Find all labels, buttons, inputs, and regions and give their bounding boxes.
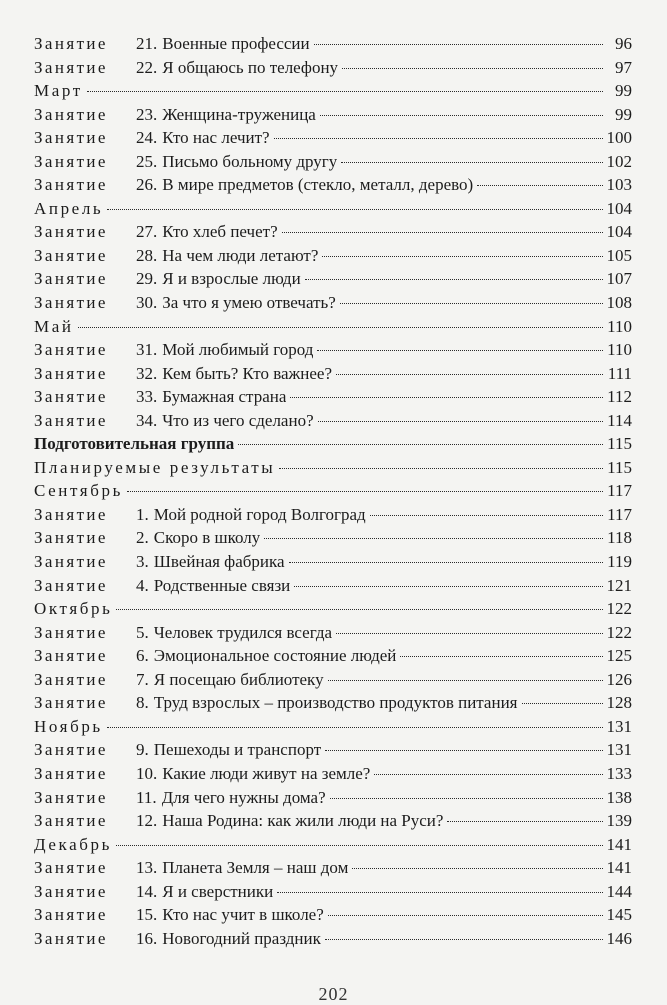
page-number: 122 bbox=[606, 622, 632, 642]
lesson-number: 16. bbox=[136, 928, 158, 948]
dot-leader bbox=[374, 774, 603, 775]
dot-leader bbox=[336, 374, 603, 375]
lesson-number: 33. bbox=[136, 387, 158, 407]
page-number: 103 bbox=[606, 175, 632, 195]
lesson-title: Планета Земля – наш дом bbox=[162, 858, 349, 878]
dot-leader bbox=[330, 798, 603, 799]
dot-leader bbox=[290, 397, 603, 398]
dot-leader bbox=[305, 279, 603, 280]
toc-entry bbox=[34, 79, 632, 103]
page-number: 99 bbox=[615, 104, 632, 124]
page-number: 99 bbox=[615, 81, 632, 101]
toc-entry bbox=[34, 479, 632, 503]
toc-entry bbox=[34, 32, 632, 56]
lesson-label: Занятие bbox=[34, 881, 108, 901]
toc-entry bbox=[34, 362, 632, 386]
page-number: 133 bbox=[606, 763, 632, 783]
page-number: 102 bbox=[606, 151, 632, 171]
lesson-label: Занятие bbox=[34, 504, 108, 524]
page-number: 111 bbox=[607, 363, 632, 383]
dot-leader bbox=[336, 633, 603, 634]
lesson-label: Занятие bbox=[34, 151, 108, 171]
lesson-title: Мой любимый город bbox=[162, 340, 314, 360]
toc-entry bbox=[34, 691, 632, 715]
toc-entry bbox=[34, 880, 632, 904]
dot-leader bbox=[322, 256, 603, 257]
lesson-label: Занятие bbox=[34, 363, 108, 383]
page-number: 121 bbox=[606, 575, 632, 595]
dot-leader bbox=[318, 421, 603, 422]
lesson-label: Занятие bbox=[34, 293, 108, 313]
toc-entry bbox=[34, 668, 632, 692]
lesson-label: Занятие bbox=[34, 410, 108, 430]
dot-leader bbox=[116, 609, 603, 610]
lesson-number: 11. bbox=[136, 787, 157, 807]
dot-leader bbox=[328, 915, 603, 916]
lesson-title: Наша Родина: как жили люди на Руси? bbox=[162, 811, 444, 831]
page-number: 108 bbox=[606, 293, 632, 313]
lesson-label: Занятие bbox=[34, 693, 108, 713]
toc-entry bbox=[34, 432, 632, 456]
lesson-label: Занятие bbox=[34, 858, 108, 878]
page-number: 115 bbox=[607, 434, 632, 454]
page-number: 119 bbox=[607, 552, 632, 572]
lesson-title: Для чего нужны дома? bbox=[161, 787, 326, 807]
lesson-number: 23. bbox=[136, 104, 158, 124]
toc-entry bbox=[34, 903, 632, 927]
lesson-number: 13. bbox=[136, 858, 158, 878]
page-number: 144 bbox=[606, 881, 632, 901]
toc-entry bbox=[34, 833, 632, 857]
lesson-title: Труд взрослых – производство продуктов питания bbox=[153, 693, 518, 713]
lesson-title: Военные профессии bbox=[162, 34, 310, 53]
lesson-number: 30. bbox=[136, 293, 158, 313]
dot-leader bbox=[352, 868, 603, 869]
toc-entry bbox=[34, 809, 632, 833]
dot-leader bbox=[78, 327, 603, 328]
lesson-number: 2. bbox=[136, 528, 149, 548]
lesson-title: За что я умею отвечать? bbox=[162, 293, 336, 313]
dot-leader bbox=[107, 727, 603, 728]
page-number: 110 bbox=[607, 316, 632, 336]
page-number: 141 bbox=[606, 858, 632, 878]
page-number: 105 bbox=[606, 245, 632, 265]
page-number: 107 bbox=[606, 269, 632, 289]
page-number: 117 bbox=[607, 481, 632, 501]
lesson-title: Я и взрослые люди bbox=[162, 269, 301, 289]
dot-leader bbox=[314, 44, 603, 45]
lesson-label: Занятие bbox=[34, 34, 108, 53]
table-of-contents bbox=[34, 32, 632, 950]
toc-entry bbox=[34, 456, 632, 480]
lesson-number: 6. bbox=[136, 646, 149, 666]
dot-leader bbox=[294, 586, 603, 587]
lesson-label: Занятие bbox=[34, 175, 108, 195]
lesson-label: Занятие bbox=[34, 269, 108, 289]
toc-entry bbox=[34, 338, 632, 362]
lesson-number: 27. bbox=[136, 222, 158, 242]
lesson-label: Занятие bbox=[34, 669, 108, 689]
page-number: 146 bbox=[606, 928, 632, 948]
lesson-title: Родственные связи bbox=[153, 575, 291, 595]
dot-leader bbox=[325, 750, 603, 751]
toc-entry bbox=[34, 126, 632, 150]
toc-entry bbox=[34, 786, 632, 810]
dot-leader bbox=[340, 303, 603, 304]
lesson-number: 12. bbox=[136, 811, 158, 831]
lesson-number: 32. bbox=[136, 363, 158, 383]
toc-entry bbox=[34, 526, 632, 550]
lesson-title: Новогодний праздник bbox=[162, 928, 321, 948]
toc-entry bbox=[34, 762, 632, 786]
lesson-label: Занятие bbox=[34, 57, 108, 77]
lesson-label: Занятие bbox=[34, 622, 108, 642]
dot-leader bbox=[282, 232, 603, 233]
toc-entry bbox=[34, 621, 632, 645]
dot-leader bbox=[317, 350, 603, 351]
lesson-title: Кто нас учит в школе? bbox=[162, 905, 324, 925]
toc-entry bbox=[34, 856, 632, 880]
lesson-title: Какие люди живут на земле? bbox=[162, 763, 371, 783]
group-heading: Подготовительная группа bbox=[34, 434, 235, 454]
dot-leader bbox=[279, 468, 603, 469]
lesson-number: 4. bbox=[136, 575, 149, 595]
dot-leader bbox=[342, 68, 603, 69]
toc-entry bbox=[34, 244, 632, 268]
dot-leader bbox=[87, 91, 603, 92]
lesson-label: Занятие bbox=[34, 763, 108, 783]
page-number: 128 bbox=[606, 693, 632, 713]
lesson-label: Занятие bbox=[34, 552, 108, 572]
lesson-title: Швейная фабрика bbox=[153, 552, 285, 572]
toc-entry bbox=[34, 550, 632, 574]
page-number: 131 bbox=[606, 716, 632, 736]
page-number: 125 bbox=[606, 646, 632, 666]
lesson-title: Человек трудился всегда bbox=[153, 622, 333, 642]
dot-leader bbox=[447, 821, 603, 822]
toc-entry bbox=[34, 715, 632, 739]
toc-entry bbox=[34, 503, 632, 527]
lesson-label: Занятие bbox=[34, 104, 108, 124]
page-number: 145 bbox=[606, 905, 632, 925]
lesson-title: Я посещаю библиотеку bbox=[153, 669, 324, 689]
lesson-number: 31. bbox=[136, 340, 158, 360]
lesson-title: Письмо больному другу bbox=[162, 151, 338, 171]
page-number: 104 bbox=[606, 198, 632, 218]
dot-leader bbox=[522, 703, 604, 704]
page-number: 110 bbox=[607, 340, 632, 360]
toc-entry bbox=[34, 220, 632, 244]
page-number: 122 bbox=[606, 599, 632, 619]
lesson-number: 28. bbox=[136, 245, 158, 265]
lesson-number: 8. bbox=[136, 693, 149, 713]
dot-leader bbox=[127, 491, 603, 492]
lesson-title: Кем быть? Кто важнее? bbox=[162, 363, 333, 383]
toc-entry bbox=[34, 315, 632, 339]
lesson-title: В мире предметов (стекло, металл, дерево) bbox=[162, 175, 474, 195]
lesson-number: 21. bbox=[136, 34, 158, 53]
dot-leader bbox=[274, 138, 603, 139]
lesson-label: Занятие bbox=[34, 387, 108, 407]
page-number: 114 bbox=[607, 410, 632, 430]
lesson-title: Что из чего сделано? bbox=[162, 410, 314, 430]
lesson-title: Мой родной город Волгоград bbox=[153, 504, 366, 524]
lesson-label: Занятие bbox=[34, 787, 108, 807]
lesson-number: 5. bbox=[136, 622, 149, 642]
toc-entry bbox=[34, 103, 632, 127]
toc-entry bbox=[34, 738, 632, 762]
lesson-title: Эмоциональное состояние людей bbox=[153, 646, 397, 666]
lesson-label: Занятие bbox=[34, 128, 108, 148]
lesson-title: Бумажная страна bbox=[162, 387, 287, 407]
section-heading: Декабрь bbox=[34, 834, 112, 854]
toc-entry bbox=[34, 409, 632, 433]
lesson-label: Занятие bbox=[34, 245, 108, 265]
page-number: 141 bbox=[606, 834, 632, 854]
lesson-number: 29. bbox=[136, 269, 158, 289]
lesson-title: Кто нас лечит? bbox=[162, 128, 270, 148]
page-number: 96 bbox=[615, 34, 632, 53]
page-number: 97 bbox=[615, 57, 632, 77]
dot-leader bbox=[107, 209, 603, 210]
dot-leader bbox=[277, 892, 603, 893]
toc-entry bbox=[34, 597, 632, 621]
dot-leader bbox=[370, 515, 603, 516]
page-number: 100 bbox=[606, 128, 632, 148]
lesson-number: 1. bbox=[136, 504, 149, 524]
lesson-label: Занятие bbox=[34, 340, 108, 360]
lesson-label: Занятие bbox=[34, 928, 108, 948]
toc-entry bbox=[34, 197, 632, 221]
lesson-label: Занятие bbox=[34, 222, 108, 242]
lesson-number: 25. bbox=[136, 151, 158, 171]
toc-entry bbox=[34, 644, 632, 668]
lesson-title: Скоро в школу bbox=[153, 528, 261, 548]
toc-entry bbox=[34, 574, 632, 598]
section-heading: Май bbox=[34, 316, 74, 336]
toc-entry bbox=[34, 267, 632, 291]
toc-entry bbox=[34, 173, 632, 197]
lesson-label: Занятие bbox=[34, 575, 108, 595]
section-heading: Октябрь bbox=[34, 599, 113, 619]
lesson-title: Я и сверстники bbox=[162, 881, 274, 901]
lesson-label: Занятие bbox=[34, 528, 108, 548]
section-heading: Март bbox=[34, 81, 83, 101]
lesson-label: Занятие bbox=[34, 740, 108, 760]
dot-leader bbox=[341, 162, 603, 163]
page-number: 118 bbox=[607, 528, 632, 548]
page-number: 104 bbox=[606, 222, 632, 242]
lesson-label: Занятие bbox=[34, 905, 108, 925]
dot-leader bbox=[289, 562, 603, 563]
lesson-number: 22. bbox=[136, 57, 158, 77]
lesson-number: 24. bbox=[136, 128, 158, 148]
dot-leader bbox=[238, 444, 603, 445]
lesson-label: Занятие bbox=[34, 646, 108, 666]
page-number-footer: 202 bbox=[318, 984, 349, 1004]
section-heading: Планируемые результаты bbox=[34, 457, 276, 477]
page-number: 115 bbox=[607, 457, 632, 477]
lesson-label: Занятие bbox=[34, 811, 108, 831]
lesson-number: 9. bbox=[136, 740, 149, 760]
page-number: 131 bbox=[606, 740, 632, 760]
section-heading: Сентябрь bbox=[34, 481, 123, 501]
toc-entry bbox=[34, 385, 632, 409]
dot-leader bbox=[325, 939, 603, 940]
lesson-title: На чем люди летают? bbox=[162, 245, 319, 265]
lesson-number: 7. bbox=[136, 669, 149, 689]
lesson-title: Я общаюсь по телефону bbox=[162, 57, 339, 77]
lesson-number: 14. bbox=[136, 881, 158, 901]
section-heading: Апрель bbox=[34, 198, 104, 218]
section-heading: Ноябрь bbox=[34, 716, 103, 736]
dot-leader bbox=[320, 115, 603, 116]
page-number: 138 bbox=[606, 787, 632, 807]
toc-entry bbox=[34, 291, 632, 315]
page-number: 112 bbox=[607, 387, 632, 407]
dot-leader bbox=[477, 185, 603, 186]
toc-entry bbox=[34, 150, 632, 174]
page-number: 117 bbox=[607, 504, 632, 524]
dot-leader bbox=[400, 656, 603, 657]
dot-leader bbox=[328, 680, 603, 681]
page-number: 126 bbox=[606, 669, 632, 689]
dot-leader bbox=[264, 538, 603, 539]
lesson-title: Пешеходы и транспорт bbox=[153, 740, 322, 760]
dot-leader bbox=[116, 845, 603, 846]
lesson-number: 26. bbox=[136, 175, 158, 195]
lesson-number: 15. bbox=[136, 905, 158, 925]
lesson-number: 10. bbox=[136, 763, 158, 783]
page-number: 139 bbox=[606, 811, 632, 831]
toc-entry bbox=[34, 927, 632, 951]
lesson-number: 3. bbox=[136, 552, 149, 572]
lesson-title: Женщина-труженица bbox=[162, 104, 316, 124]
toc-entry bbox=[34, 56, 632, 80]
lesson-number: 34. bbox=[136, 410, 158, 430]
lesson-title: Кто хлеб печет? bbox=[162, 222, 278, 242]
